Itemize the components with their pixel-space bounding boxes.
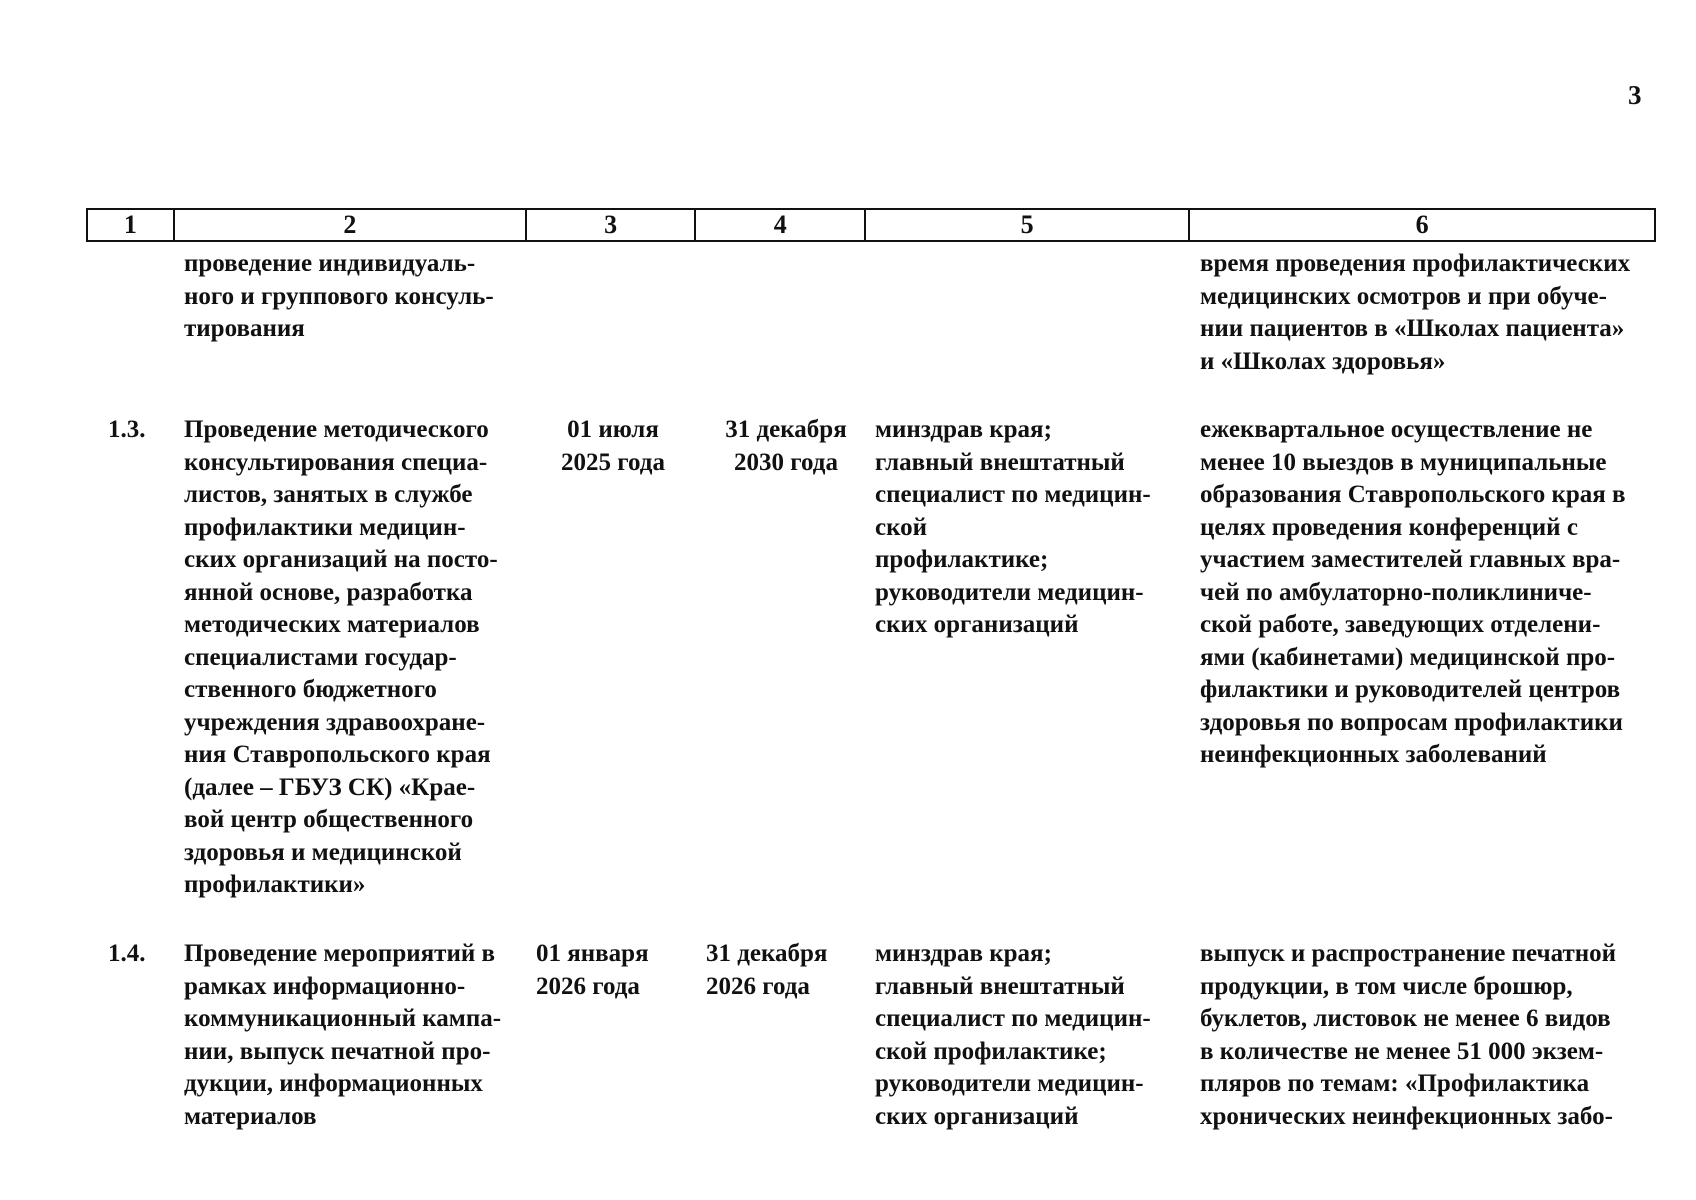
header-col-5: 5 [866,210,1190,240]
header-col-1: 1 [88,210,175,240]
row-end-date: 31 декабря 2026 года [706,940,828,1000]
header-col-3: 3 [527,210,697,240]
row-result: ежеквартальное осуществление не менее 10 выездов в муниципальные образования Ставропольского края в целях проведения конференций с участием заместителей главных вра- чей по амбулаторно-поликлиниче- ской работе, заведующих отделени- ями (кабинетами) медицинской про- филактики и руководителей центров здоровья по вопросам профилактики неинфекционных заболеваний [1200,416,1626,768]
header-col-4: 4 [696,210,866,240]
row-start-date: 01 января 2026 года [536,940,649,1000]
page-number: 3 [1628,80,1642,110]
continuation-result: время проведения профилактических медицинских осмотров и при обуче- нии пациентов в «Школах пациента» и «Школах здоровья» [1200,250,1631,375]
header-col-2: 2 [175,210,527,240]
row-number: 1.3. [108,416,146,443]
row-activity: Проведение методического консультирования специа- листов, занятых в службе профилактики медицин- ских организаций на посто- янной основе, разработка методических материалов специалистами государ- ственного бюджетного учреждения здравоохране- ния Ставропольского края (далее – ГБУЗ СК) «Крае- вой центр общественного здоровья и медицинской профилактики» [184,416,498,898]
row-responsible: минздрав края; главный внештатный специалист по медицин- ской профилактике; руководители медицин- ских организаций [875,416,1151,638]
row-number: 1.4. [108,940,146,967]
header-col-6: 6 [1415,210,1429,239]
row-end-date: 31 декабря 2030 года [725,416,847,476]
row-start-date: 01 июля 2025 года [561,416,665,476]
continuation-activity: проведение индивидуаль- ного и группового консуль- тирования [184,250,494,342]
row-responsible: минздрав края; главный внештатный специалист по медицин- ской профилактике; руководители медицин- ских организаций [875,940,1151,1130]
row-activity: Проведение мероприятий в рамках информационно- коммуникационный кампа- нии, выпуск печатной про- дукции, информационных материалов [184,940,502,1130]
table-header-row [86,208,1656,242]
row-result: выпуск и распространение печатной продукции, в том числе брошюр, буклетов, листовок не менее 6 видов в количестве не менее 51 000 экзем- пляров по темам: «Профилактика хронических неинфекционных забо- [1200,940,1617,1130]
